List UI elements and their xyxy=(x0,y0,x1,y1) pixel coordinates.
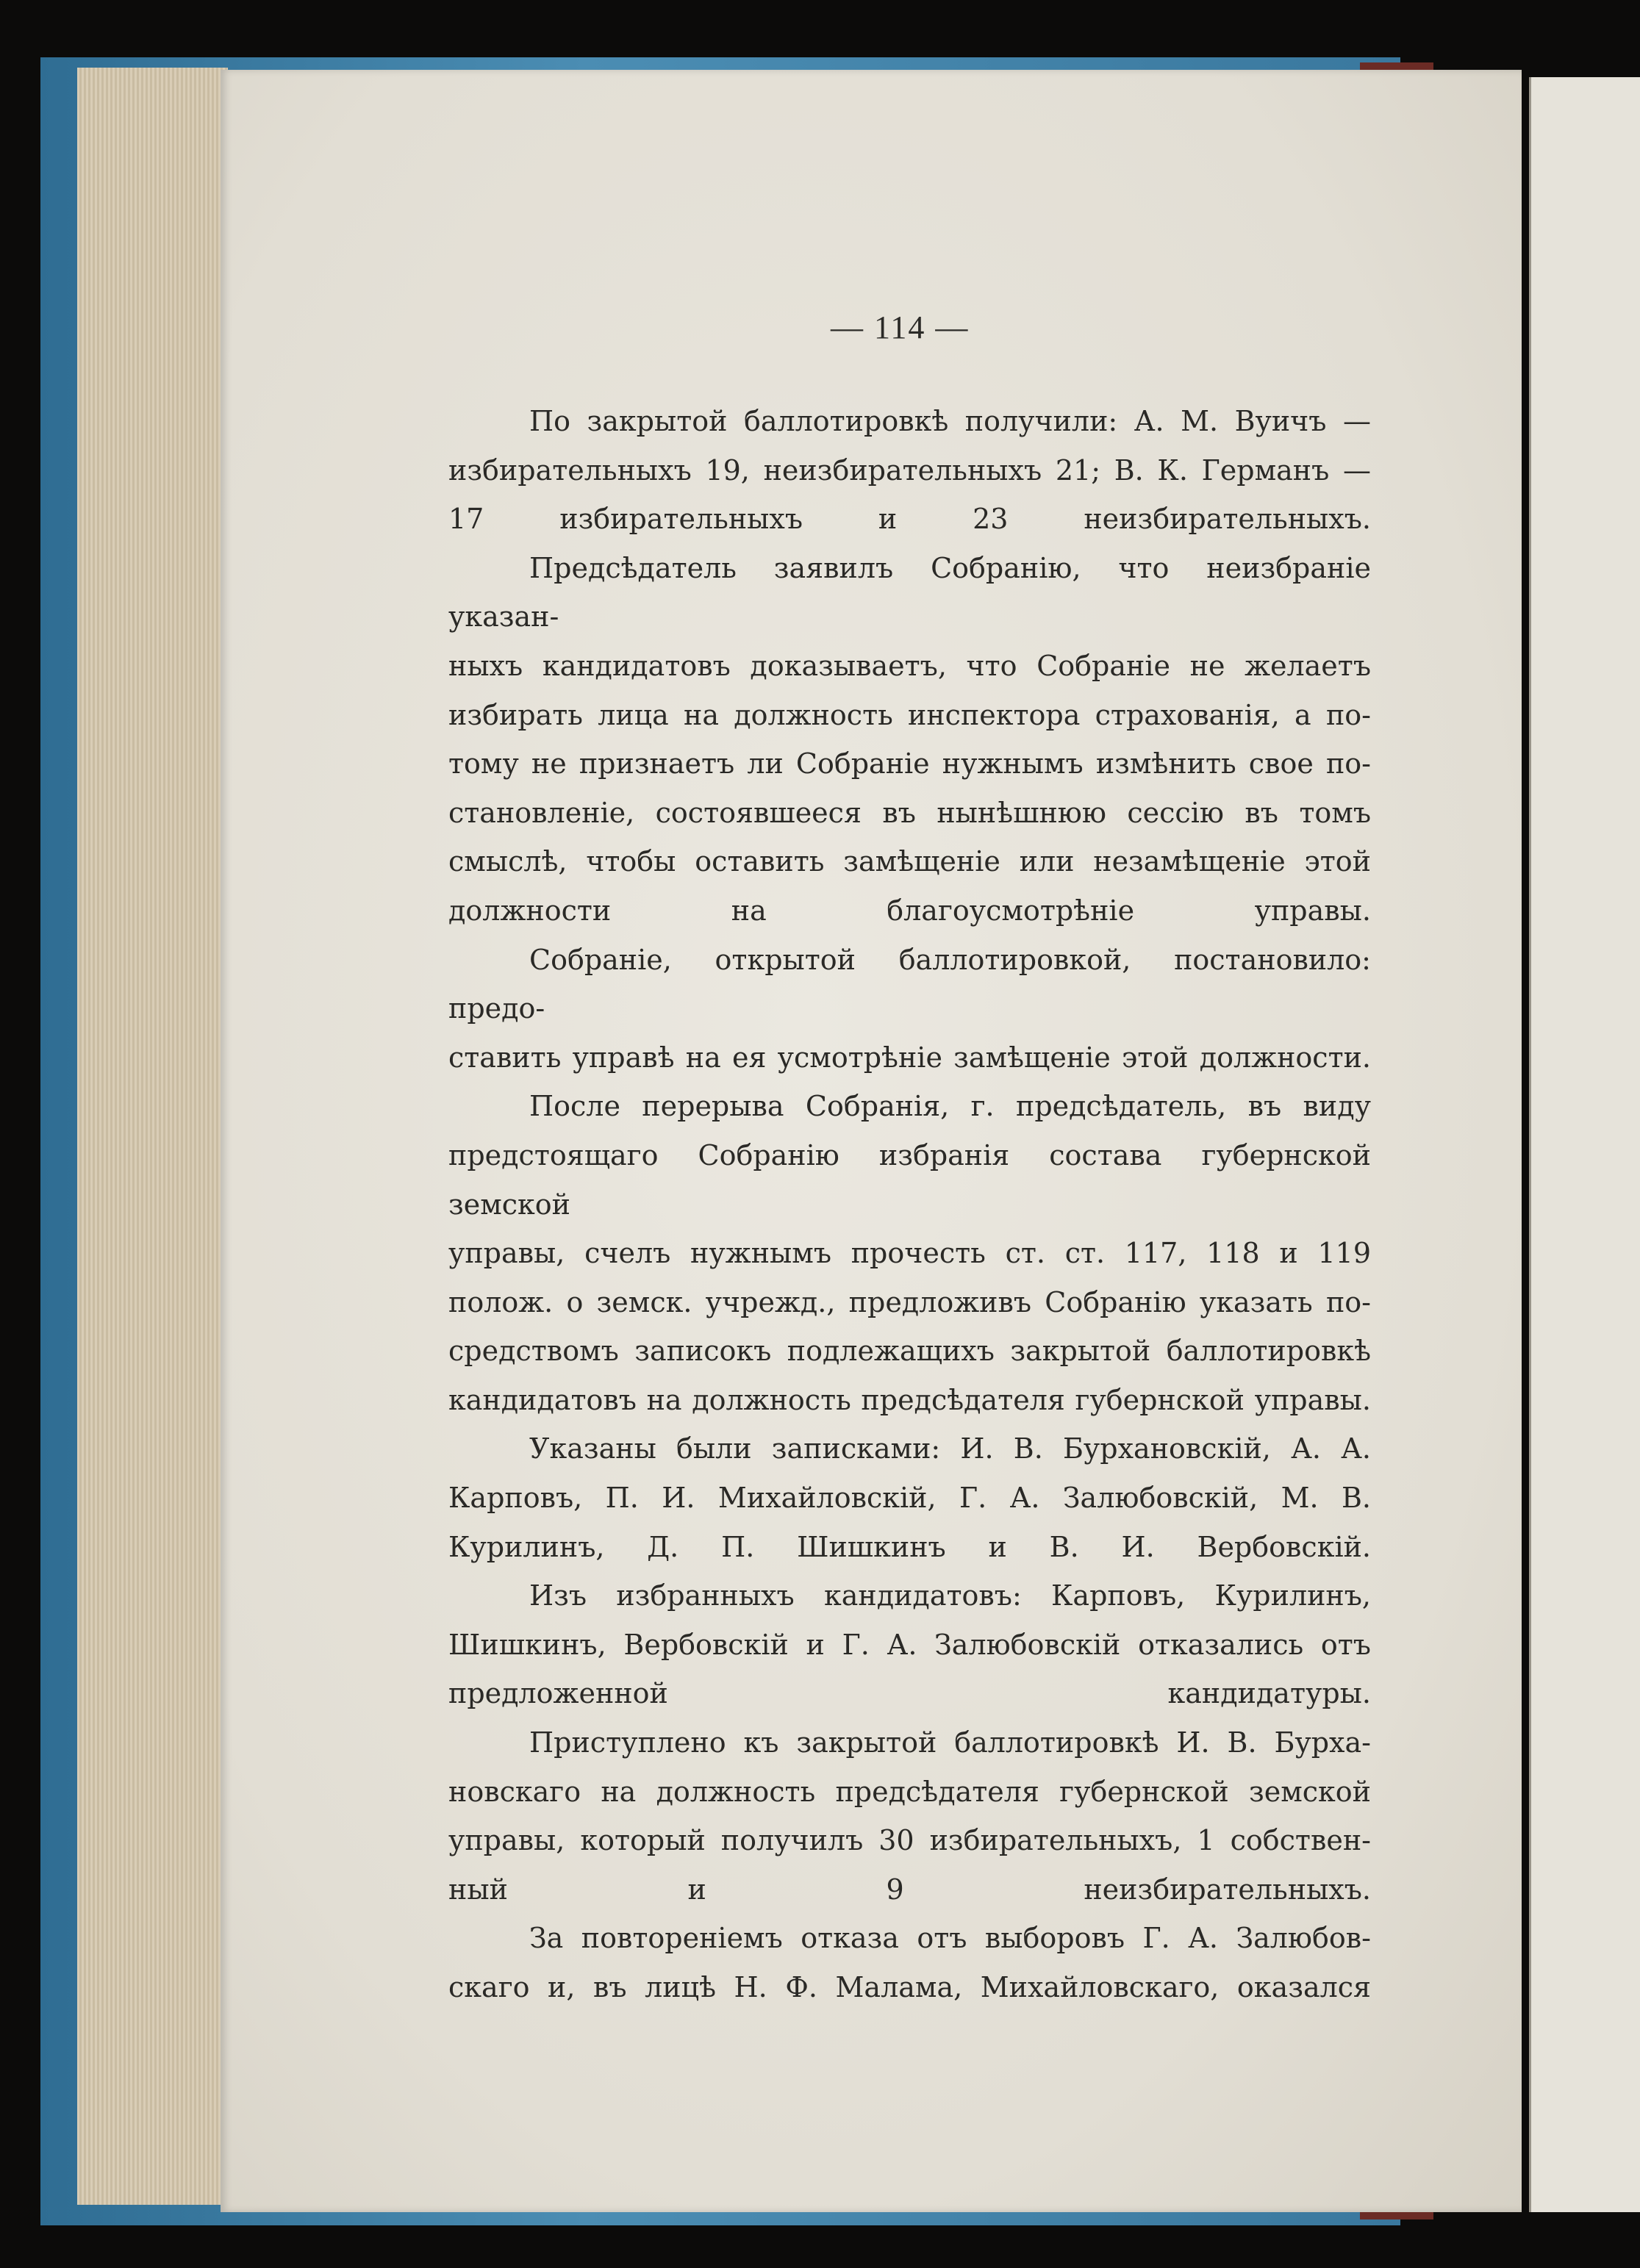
text-line: управы, счелъ нужнымъ прочесть ст. ст. 117, 118 и 119 xyxy=(448,1237,1371,1270)
text-line: 17 избирательныхъ и 23 неизбирательныхъ. xyxy=(448,503,1371,536)
text-line: предстоящаго Собранію избранія состава губернской земской xyxy=(448,1138,1371,1221)
paragraph xyxy=(448,1914,1371,2012)
text-line: скаго и, въ лицѣ Н. Ф. Малама, Михайловскаго, оказался xyxy=(448,1971,1371,2003)
paragraph xyxy=(448,1718,1371,1914)
page-number: — 114 — xyxy=(831,309,970,345)
text-line: По закрытой баллотировкѣ получили: А. М. Вуичъ — xyxy=(529,405,1371,437)
text-line: смыслѣ, чтобы оставить замѣщеніе или незамѣщеніе этой xyxy=(448,845,1371,878)
text-line: предложенной кандидатуры. xyxy=(448,1677,1371,1710)
text-line: полож. о земск. учрежд., предложивъ Собранію указать по- xyxy=(448,1285,1371,1318)
text-line: Собраніе, открытой баллотировкой, постановило: предо- xyxy=(448,943,1371,1025)
text-line: избирать лица на должность инспектора страхованія, а по- xyxy=(448,698,1371,731)
text-line: Изъ избранныхъ кандидатовъ: Карповъ, Курилинъ, xyxy=(529,1579,1371,1612)
text-line: тому не признаетъ ли Собраніе нужнымъ измѣнить свое по- xyxy=(448,747,1371,780)
adjacent-page xyxy=(1529,77,1640,2212)
text-line: новскаго на должность предсѣдателя губернской земской xyxy=(448,1775,1371,1808)
paragraph xyxy=(448,936,1371,1083)
text-line: ставить управѣ на ея усмотрѣніе замѣщеніе этой должности. xyxy=(448,1041,1371,1074)
text-line: Курилинъ, Д. П. Шишкинъ и В. И. Вербовскій. xyxy=(448,1530,1371,1563)
text-line: Приступлено къ закрытой баллотировкѣ И. В. Бурха- xyxy=(529,1726,1371,1759)
text-line: управы, который получилъ 30 избирательныхъ, 1 собствен- xyxy=(448,1824,1371,1857)
text-line: Шишкинъ, Вербовскій и Г. А. Залюбовскій отказались отъ xyxy=(448,1628,1371,1661)
text-line: За повтореніемъ отказа отъ выборовъ Г. А. Залюбов- xyxy=(529,1922,1371,1955)
text-line: избирательныхъ 19, неизбирательныхъ 21; В. К. Германъ — xyxy=(448,453,1371,487)
paragraph xyxy=(448,397,1371,544)
paragraph xyxy=(448,544,1371,936)
text-line: должности на благоусмотрѣніе управы. xyxy=(448,894,1371,927)
text-line: Предсѣдатель заявилъ Собранію, что неизбраніе указан- xyxy=(448,551,1371,634)
text-line: средствомъ записокъ подлежащихъ закрытой баллотировкѣ xyxy=(448,1335,1371,1368)
page-edges xyxy=(77,68,228,2205)
paragraph xyxy=(448,1082,1371,1424)
text-line: Карповъ, П. И. Михайловскій, Г. А. Залюбовскій, М. В. xyxy=(448,1482,1371,1515)
paragraph xyxy=(448,1424,1371,1571)
text-line: кандидатовъ на должность предсѣдателя губернской управы. xyxy=(448,1383,1371,1416)
text-line: ныхъ кандидатовъ доказываетъ, что Собраніе не желаетъ xyxy=(448,649,1371,682)
page-body xyxy=(448,397,1371,2012)
text-line: Указаны были записками: И. В. Бурхановскій, А. А. xyxy=(529,1432,1371,1465)
text-line: После перерыва Собранія, г. предсѣдатель, въ виду xyxy=(529,1090,1371,1123)
paragraph xyxy=(448,1571,1371,1718)
text-line: становленіе, состоявшееся въ нынѣшнюю сессію въ томъ xyxy=(448,796,1371,829)
text-line: ный и 9 неизбирательныхъ. xyxy=(448,1873,1371,1906)
